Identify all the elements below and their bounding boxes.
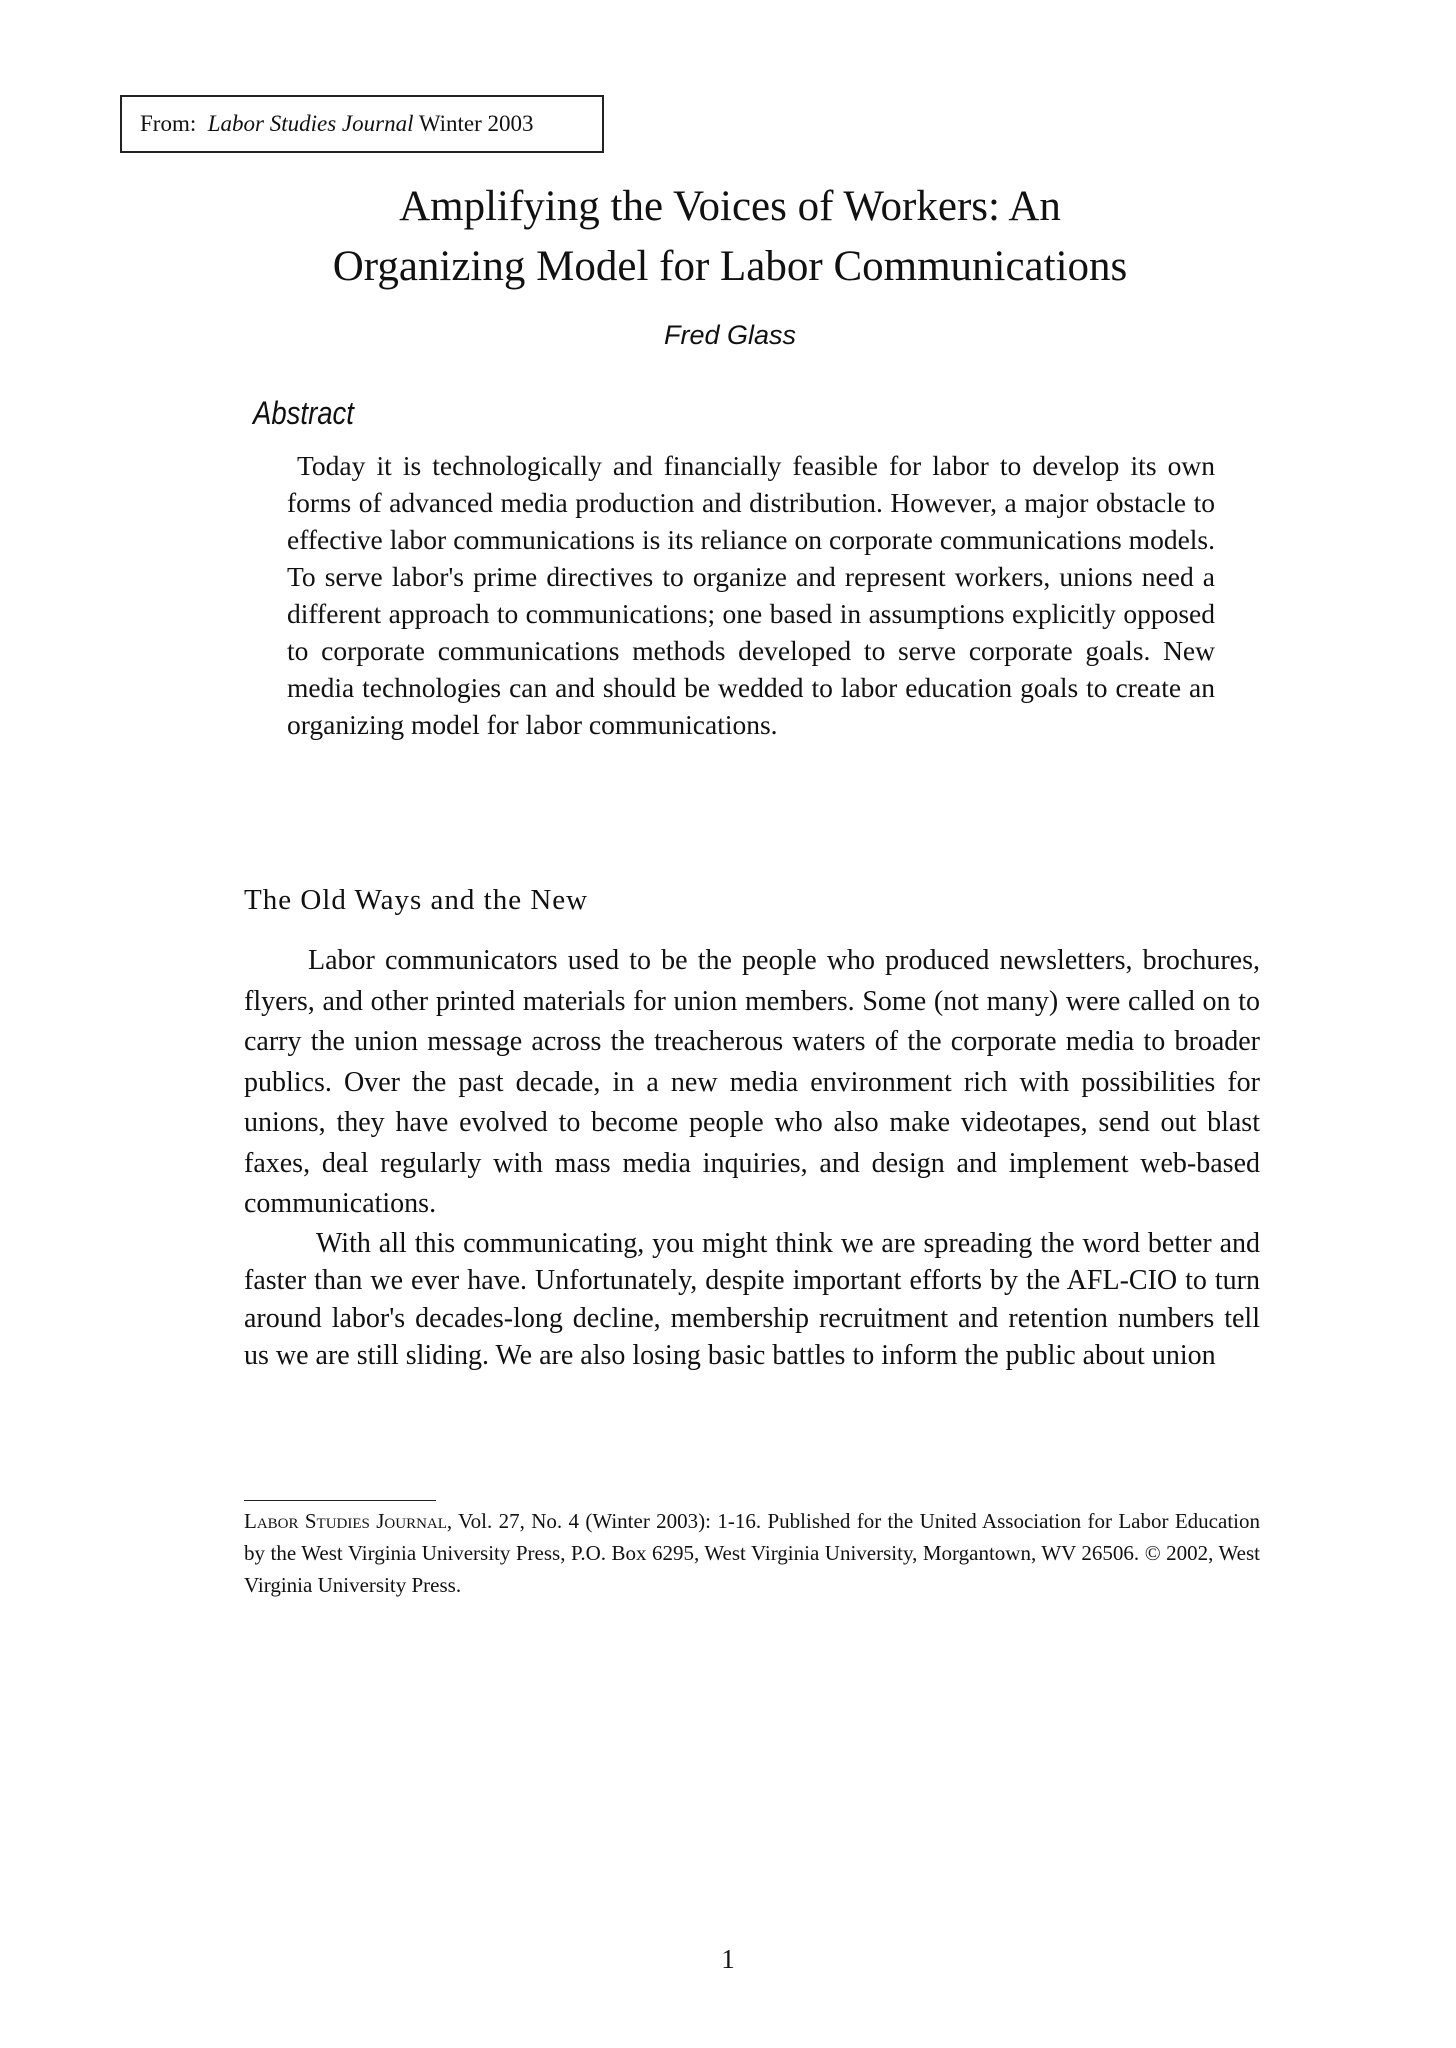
abstract-heading: Abstract (253, 395, 354, 431)
article-title (180, 177, 1280, 297)
body-paragraph-1: Labor communicators used to be the people who produced newsletters, brochures, flyers, and other printed materials for union members. Some (not many) were called on to carry the union message across the treacherous waters of the corporate media to broader publics. Over the past decade, in a new media environment rich with possibilities for unions, they have evolved to become people who also make videotapes, send out blast faxes, deal regularly with mass media inquiries, and design and implement web-based communications. (244, 945, 1260, 1219)
author-name: Fred Glass (663, 320, 797, 350)
footnote-journal: Labor Studies Journal (244, 1509, 447, 1533)
article-title-line-1: Amplifying the Voices of Workers: An (399, 183, 1061, 230)
footnote-text: , Vol. 27, No. 4 (Winter 2003): 1-16. Published for the United Association for Labor Education by the West Virginia University Press, P.O. Box 6295, West Virginia University, Morgantown, WV 26506. © 2002, West Virginia University Press. (244, 1509, 1260, 1597)
article-title-line-2: Organizing Model for Labor Communications (332, 243, 1128, 290)
source-journal: Labor Studies Journal (207, 111, 414, 136)
body-paragraph-2: With all this communicating, you might think we are spreading the word better and faster than we ever have. Unfortunately, despite important efforts by the AFL-CIO to turn around labor's decades-long decline, membership recruitment and retention numbers tell us we are still sliding. We are also losing basic battles to inform the public about union (244, 1227, 1260, 1371)
footnote (244, 1505, 1260, 1601)
source-prefix: From: (140, 111, 197, 136)
footnote-rule (244, 1500, 436, 1501)
body-text (244, 941, 1260, 1375)
section-heading: The Old Ways and the New (244, 884, 589, 916)
abstract-text: Today it is technologically and financially feasible for labor to develop its own forms of advanced media production and distribution. However, a major obstacle to effective labor communications is its reliance on corporate communications models. To serve labor's prime directives to organize and represent workers, unions need a different approach to communications; one based in assumptions explicitly opposed to corporate communications methods developed to serve corporate goals. New media technologies can and should be wedded to labor education goals to create an organizing model for labor communications. (287, 450, 1215, 740)
source-issue: Winter 2003 (418, 111, 534, 136)
source-citation-box (120, 95, 604, 153)
page-number: 1 (721, 1944, 735, 1974)
